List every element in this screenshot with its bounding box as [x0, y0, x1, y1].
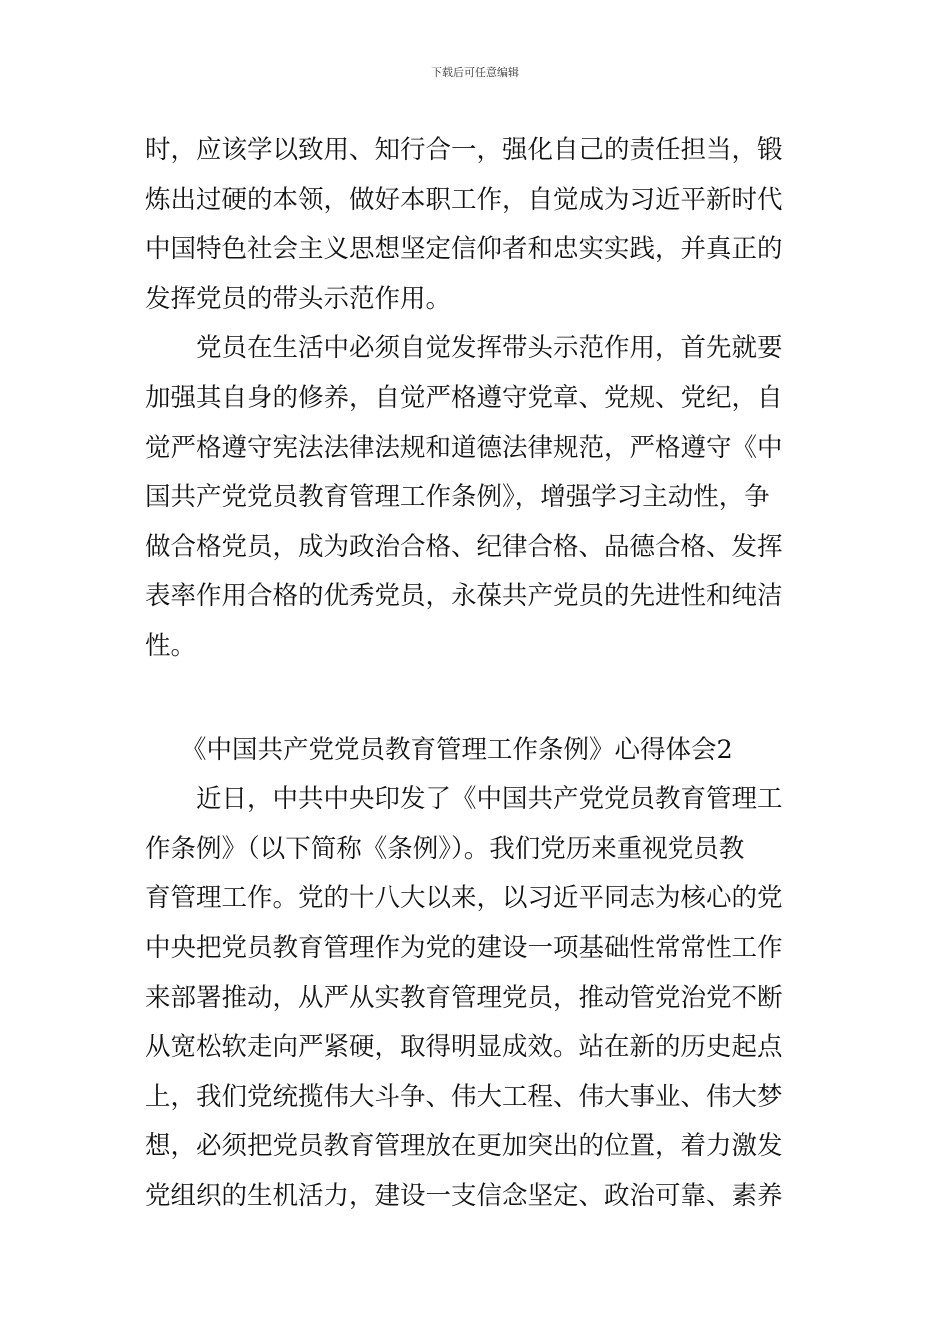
text-line: 加强其自身的修养，自觉严格遵守党章、党规、党纪，自	[145, 382, 783, 413]
paragraph-3	[145, 775, 807, 1221]
page-header: 下载后可任意编辑	[431, 66, 519, 79]
text-line: 从宽松软走向严紧硬，取得明显成效。站在新的历史起点	[145, 1032, 783, 1063]
text-line: 炼出过硬的本领，做好本职工作，自觉成为习近平新时代	[145, 184, 783, 215]
text-line: 上，我们党统揽伟大斗争、伟大工程、伟大事业、伟大梦	[145, 1081, 783, 1112]
text-line: 党员在生活中必须自觉发挥带头示范作用，首先就要	[196, 333, 783, 364]
document-body	[145, 126, 807, 1221]
text-line: 性。	[145, 630, 197, 661]
paragraph-2	[145, 324, 807, 671]
section-title: 《中国共产党党员教育管理工作条例》心得体会2	[181, 734, 733, 765]
text-line: 党组织的生机活力，建设一支信念坚定、政治可靠、素养	[145, 1180, 783, 1211]
text-line: 近日，中共中央印发了《中国共产党党员教育管理工	[196, 784, 783, 815]
text-line: 发挥党员的带头示范作用。	[145, 283, 452, 314]
text-line: 中央把党员教育管理作为党的建设一项基础性常常性工作	[145, 932, 783, 963]
text-line: 时，应该学以致用、知行合一，强化自己的责任担当，锻	[145, 135, 783, 165]
text-line: 育管理工作。党的十八大以来，以习近平同志为核心的党	[145, 883, 783, 914]
text-line: 想，必须把党员教育管理放在更加突出的位置，着力激发	[145, 1131, 783, 1162]
text-line: 觉严格遵守宪法法律法规和道德法律规范，严格遵守《中	[145, 432, 783, 463]
text-line: 表率作用合格的优秀党员，永葆共产党员的先进性和纯洁	[145, 581, 783, 612]
paragraph-1	[145, 126, 807, 324]
text-line: 中国特色社会主义思想坚定信仰者和忠实实践，并真正的	[145, 234, 783, 265]
text-line: 来部署推动，从严从实教育管理党员，推动管党治党不断	[145, 982, 783, 1013]
text-line: 国共产党党员教育管理工作条例》，增强学习主动性，争	[145, 482, 770, 513]
text-line: 作条例》（以下简称《条例》）。我们党历来重视党员教	[145, 833, 745, 864]
text-line: 做合格党员，成为政治合格、纪律合格、品德合格、发挥	[145, 531, 783, 562]
